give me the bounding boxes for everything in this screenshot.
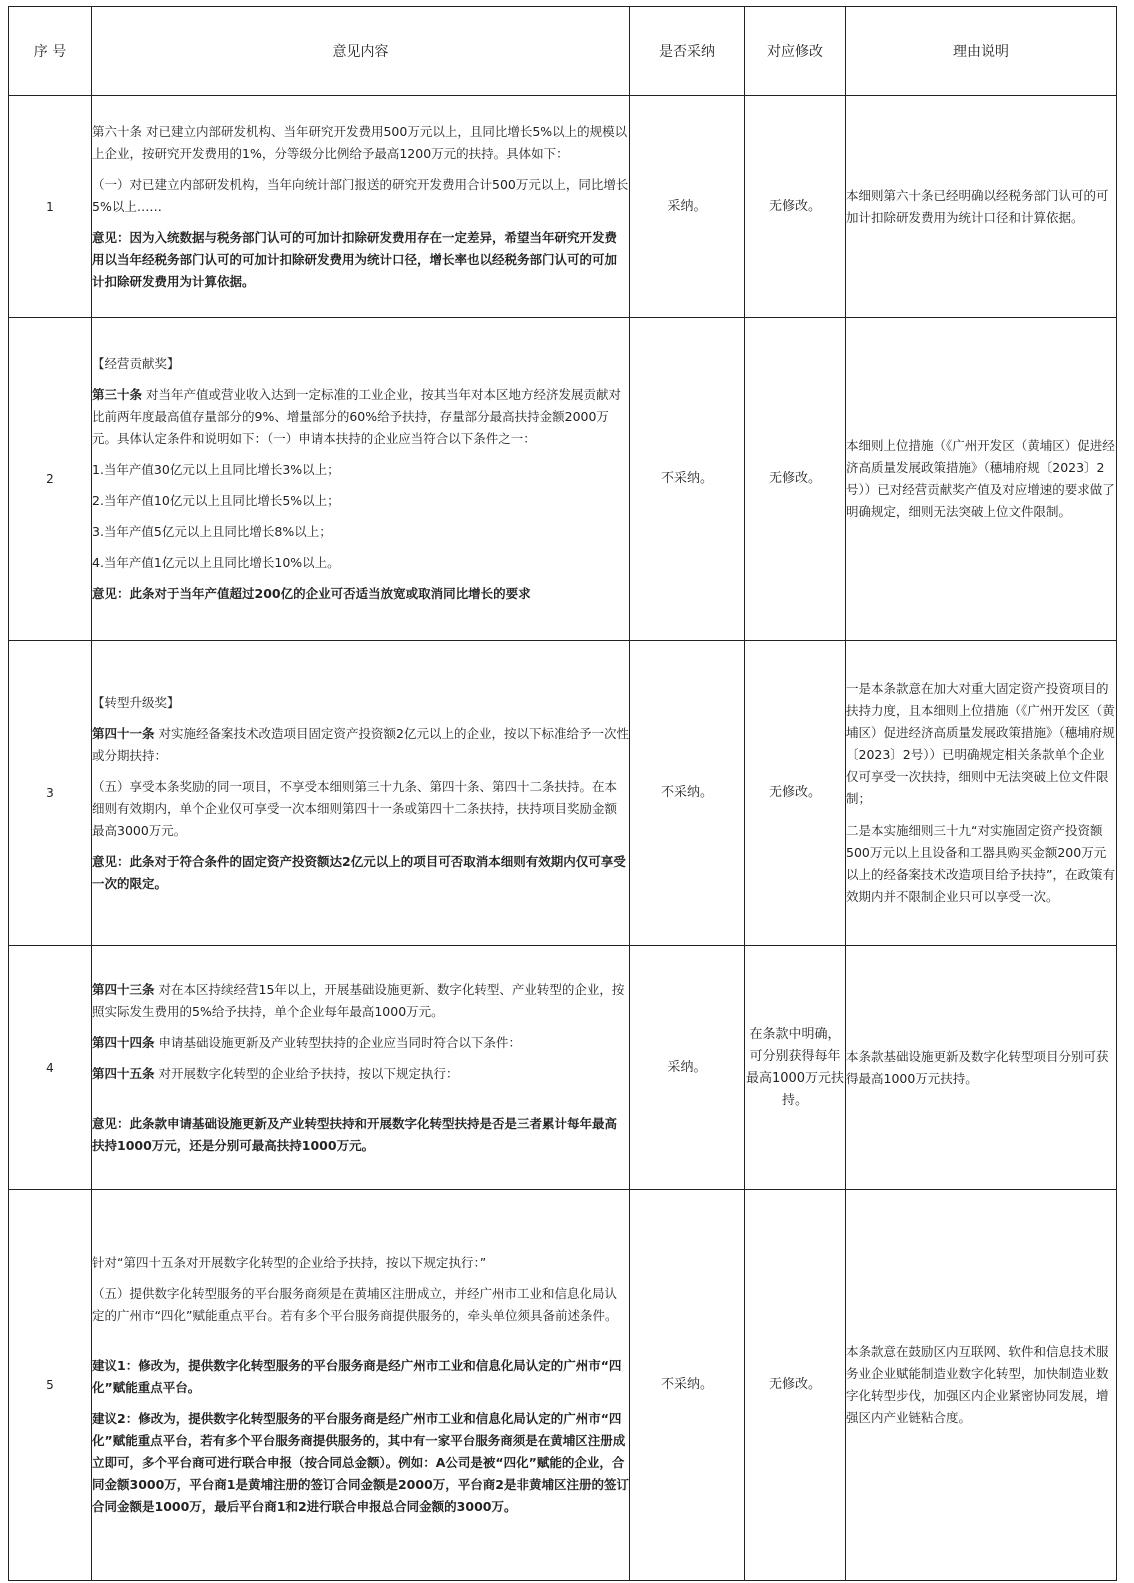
opinion-text: 意见：此条款申请基础设施更新及产业转型扶持和开展数字化转型扶持是否是三者累计每年最高扶持1000万元，还是分别可最高扶持1000万元。 [92,1115,618,1153]
condition-item: 1.当年产值30亿元以上且同比增长3%以上； [92,462,340,477]
article-label: 第四十五条 [92,1065,155,1081]
reason-cell [846,946,1117,1190]
row-number: 3 [9,641,92,946]
reason-text: 一是本条款意在加大对重大固定资产投资项目的扶持力度，且本细则上位措施（《广州开发区（黄埔区）促进经济高质量发展政策措施》（穗埔府规〔2023〕2号））已明确规定相关条款单个企业仅可享受一次扶持，细则中无法突破上位文件限制； [846,681,1115,806]
article-text: 第六十条 对已建立内部研发机构、当年研究开发费用500万元以上，且同比增长5%以上的规模以上企业，按研究开发费用的1%，分等级分比例给予最高1200万元的扶持。具体如下： [92,123,628,161]
adopted-cell: 不采纳。 [630,318,745,641]
article-body: 对实施经备案技术改造项目固定资产投资额2亿元以上的企业，按以下标准给予一次性或分期扶持： [92,725,629,763]
article-body: 申请基础设施更新及产业转型扶持的企业应当同时符合以下条件： [154,1034,521,1050]
article-text: 针对“第四十五条对开展数字化转型的企业给予扶持，按以下规定执行：” [92,1255,487,1270]
header-no: 序 号 [9,7,92,96]
article-body: 对在本区持续经营15年以上，开展基础设施更新、数字化转型、产业转型的企业，按照实际发生费用的5%给予扶持，单个企业每年最高1000万元。 [92,981,625,1019]
header-reason: 理由说明 [846,7,1117,96]
row-number: 4 [9,946,92,1190]
article-text [92,1032,629,1054]
condition-item: 3.当年产值5亿元以上且同比增长8%以上； [92,524,332,539]
adopted-cell: 采纳。 [630,946,745,1190]
change-cell: 无修改。 [745,1190,846,1581]
article-text [92,723,629,767]
reason-text: 本细则第六十条已经明确以经税务部门认可的可加计扣除研发费用为统计口径和计算依据。 [846,187,1109,225]
reason-text: 本条款基础设施更新及数字化转型项目分别可获得最高1000万元扶持。 [846,1048,1109,1086]
opinion-content [92,946,630,1190]
section-tag: 【经营贡献奖】 [92,356,180,371]
change-cell: 在条款中明确，可分别获得每年最高1000万元扶持。 [745,946,846,1190]
adopted-cell: 不采纳。 [630,1190,745,1581]
row-number: 1 [9,96,92,318]
adopted-cell: 采纳。 [630,96,745,318]
adopted-cell: 不采纳。 [630,641,745,946]
article-text [92,384,629,450]
reason-cell [846,318,1117,641]
article-body: 对当年产值或营业收入达到一定标准的工业企业，按其当年对本区地方经济发展贡献对比前两年度最高值存量部分的9%、增量部分的60%给予扶持，存量部分最高扶持金额2000万元。具体认定条件和说明如下：（一）申请本扶持的企业应当符合以下条件之一： [92,387,621,446]
condition-item: 4.当年产值1亿元以上且同比增长10%以上。 [92,555,340,570]
reason-cell [846,641,1117,946]
article-text: （一）对已建立内部研发机构，当年向统计部门报送的研究开发费用合计500万元以上，同比增长5%以上…… [92,176,629,214]
condition-item: 2.当年产值10亿元以上且同比增长5%以上； [92,493,340,508]
reason-text: 本细则上位措施（《广州开发区（黄埔区）促进经济高质量发展政策措施》（穗埔府规〔2023〕2号））已对经营贡献奖产值及对应增速的要求做了明确规定，细则无法突破上位文件限制。 [846,438,1115,519]
article-text [92,1063,629,1085]
article-text: （五）享受本条奖励的同一项目，不享受本细则第三十九条、第四十条、第四十二条扶持。在本细则有效期内，单个企业仅可享受一次本细则第四十一条或第四十二条扶持，扶持项目奖励金额最高3000万元。 [92,778,618,838]
opinion-content [92,641,630,946]
header-row [9,7,1117,96]
opinion-text: 意见：此条对于当年产值超过200亿的企业可否适当放宽或取消同比增长的要求 [92,586,531,601]
opinion-text: 意见：因为入统数据与税务部门认可的可加计扣除研发费用存在一定差异，希望当年研究开发费用以当年经税务部门认可的可加计扣除研发费用为统计口径，增长率也以经税务部门认可的可加计扣除研发费用为计算依据。 [92,229,618,289]
article-text: （五）提供数字化转型服务的平台服务商须是在黄埔区注册成立，并经广州市工业和信息化局认定的广州市“四化”赋能重点平台。若有多个平台服务商提供服务的，牵头单位须具备前述条件。 [92,1286,618,1323]
header-adopted: 是否采纳 [630,7,745,96]
row-number: 5 [9,1190,92,1581]
opinion-content [92,1190,630,1581]
article-text [92,979,629,1023]
opinion-text: 意见：此条对于符合条件的固定资产投资额达2亿元以上的项目可否取消本细则有效期内仅可享受一次的限定。 [92,853,626,891]
reason-text: 二是本实施细则三十九“对实施固定资产投资额500万元以上且设备和工器具购买金额200万元以上的经备案技术改造项目给予扶持”，在政策有效期内并不限制企业只可以享受一次。 [846,823,1115,904]
table-row [9,946,1117,1190]
header-change: 对应修改 [745,7,846,96]
suggestion-text: 建议2：修改为，提供数字化转型服务的平台服务商是经广州市工业和信息化局认定的广州市“四化”赋能重点平台，若有多个平台服务商提供服务的，其中有一家平台服务商须是在黄埔区注册成立即可，多个平台商可进行联合申报（按合同总金额）。例如：A公司是被“四化”赋能的企业，合同金额3000万，平台商1是黄埔注册的签订合同金额是2000万，平台商2是非黄埔区注册的签订合同金额是1000万，最后平台商1和2进行联合申报总合同金额的3000万。 [92,1411,629,1514]
change-cell: 无修改。 [745,96,846,318]
suggestion-text: 建议1：修改为，提供数字化转型服务的平台服务商是经广州市工业和信息化局认定的广州市“四化”赋能重点平台。 [92,1358,622,1395]
opinion-content [92,318,630,641]
reason-cell [846,96,1117,318]
table-row [9,1190,1117,1581]
row-number: 2 [9,318,92,641]
section-tag: 【转型升级奖】 [92,694,180,710]
article-body: 对开展数字化转型的企业给予扶持，按以下规定执行： [154,1065,459,1081]
header-content: 意见内容 [92,7,630,96]
change-cell: 无修改。 [745,318,846,641]
reason-text: 本条款意在鼓励区内互联网、软件和信息技术服务业企业赋能制造业数字化转型，加快制造业数字化转型步伐，加强区内企业紧密协同发展，增强区内产业链粘合度。 [846,1344,1109,1425]
article-label: 第四十三条 [92,981,155,997]
change-cell: 无修改。 [745,641,846,946]
article-label: 第四十四条 [92,1034,155,1050]
reason-cell [846,1190,1117,1581]
table-row [9,641,1117,946]
table-row [9,318,1117,641]
article-label: 第三十条 [92,387,143,402]
article-label: 第四十一条 [92,725,155,741]
table-row [9,96,1117,318]
opinion-table [8,6,1117,1581]
opinion-content [92,96,630,318]
